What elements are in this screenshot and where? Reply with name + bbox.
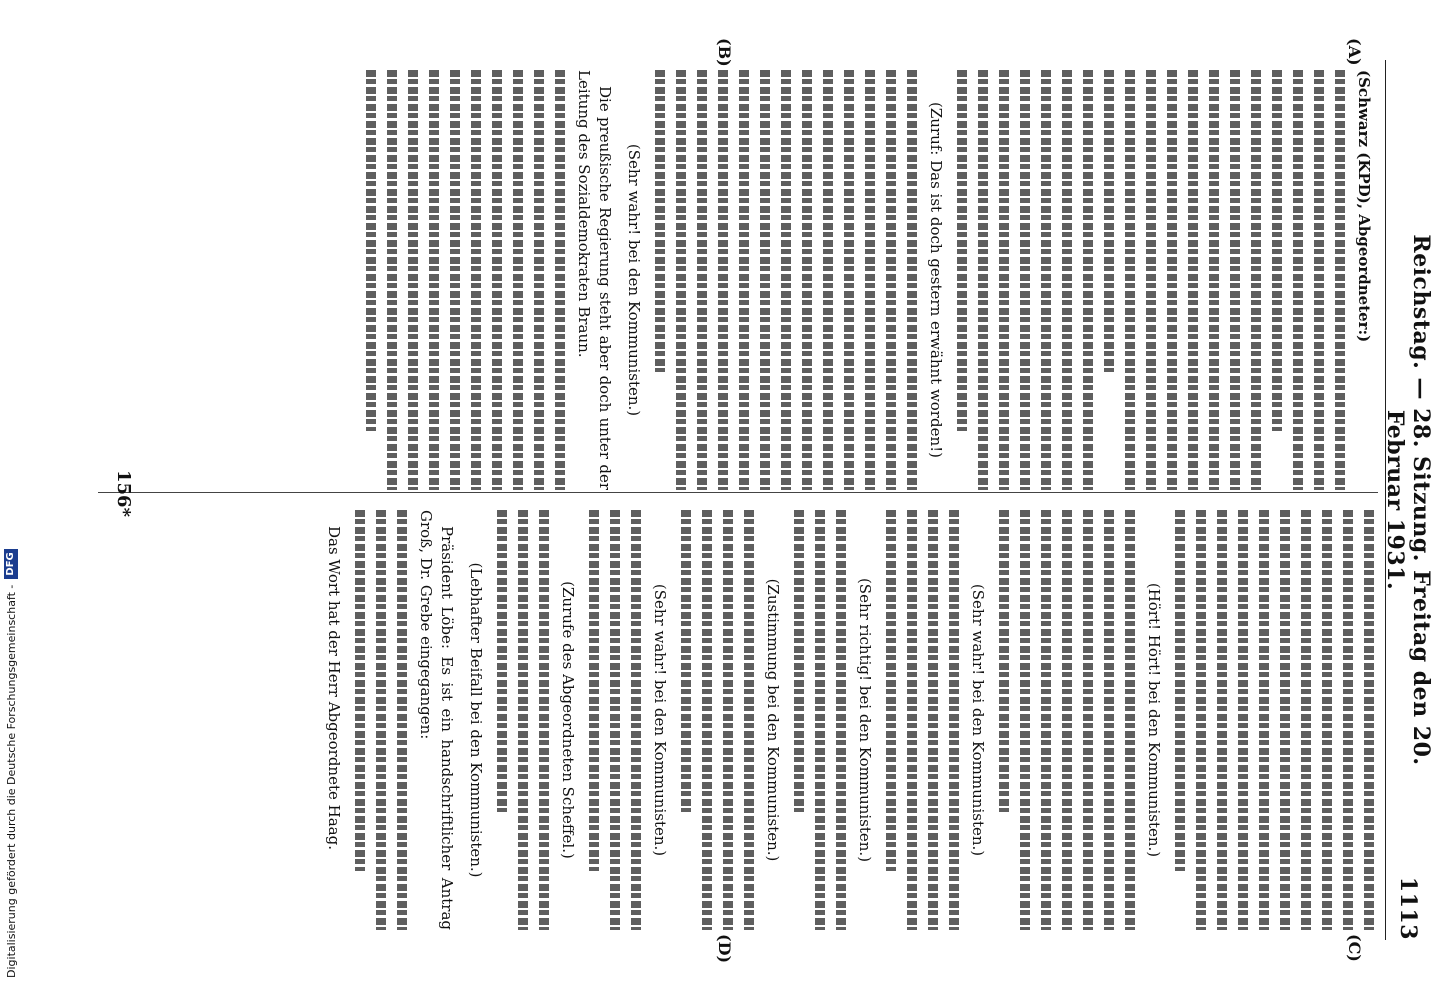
paragraph-block <box>366 70 565 490</box>
speaker-line: (Schwarz (KPD), Abgeordneter:) <box>1355 70 1373 343</box>
paragraph-block <box>957 70 1345 490</box>
paragraph-block <box>589 510 641 930</box>
digitization-text: Digitalisierung gefördert durch die Deutsche Forschungsgemeinschaft - <box>4 584 18 978</box>
interjection-2: (Sehr wahr! bei den Kommunisten.) <box>625 143 643 417</box>
closing-paragraph: Die preußische Regierung steht aber doch unter der Leitung des Sozialdemokraten Braun. <box>575 70 614 490</box>
paragraph-block <box>794 510 846 930</box>
closing-paragraph: Das Wort hat der Herr Abgeordnete Haag. <box>325 526 343 850</box>
text-column-right <box>134 510 1374 930</box>
text-column-left <box>134 70 1374 490</box>
paragraph-block <box>355 510 407 930</box>
header-page-number: 1113 <box>1395 876 1421 940</box>
president-statement: Präsident Löbe: Es ist ein handschriftlicher Antrag Groß, Dr. Grebe eingegangen: <box>417 510 456 930</box>
paragraph-block <box>1175 510 1374 930</box>
paragraph-block <box>886 510 959 930</box>
interjection-7: (Lebhafter Beifall bei den Kommunisten.) <box>467 562 485 878</box>
margin-marker-a: (A) <box>1345 38 1364 66</box>
paragraph-block <box>681 510 754 930</box>
footer-page-mark: 156* <box>113 470 134 517</box>
header-rule <box>1385 60 1386 940</box>
interjection-5: (Sehr wahr! bei den Kommunisten.) <box>651 583 669 857</box>
interjection-6: (Zurufe des Abgeordneten Scheffel.) <box>559 581 577 859</box>
paragraph-block <box>497 510 549 930</box>
column-separator <box>98 492 1378 493</box>
interjection-4: (Zustimmung bei den Kommunisten.) <box>764 578 782 862</box>
interjection-1: (Zuruf: Das ist doch gestern erwähnt worden!) <box>927 101 945 458</box>
interjection-3: (Sehr richtig! bei den Kommunisten.) <box>856 577 874 863</box>
paragraph-block <box>999 510 1135 930</box>
margin-marker-c: (C) <box>1345 934 1364 962</box>
dfg-logo: DFG <box>4 549 18 578</box>
margin-marker-b: (B) <box>715 38 734 67</box>
interjection-2: (Sehr wahr! bei den Kommunisten.) <box>969 583 987 857</box>
header-title: Reichstag. — 28. Sitzung. Freitag den 20. Februar 1931. <box>1382 234 1434 766</box>
running-header <box>1382 60 1434 940</box>
paragraph-block <box>655 70 917 490</box>
margin-marker-d: (D) <box>715 934 734 964</box>
interjection-1: (Hört! Hört! bei den Kommunisten.) <box>1145 582 1163 858</box>
